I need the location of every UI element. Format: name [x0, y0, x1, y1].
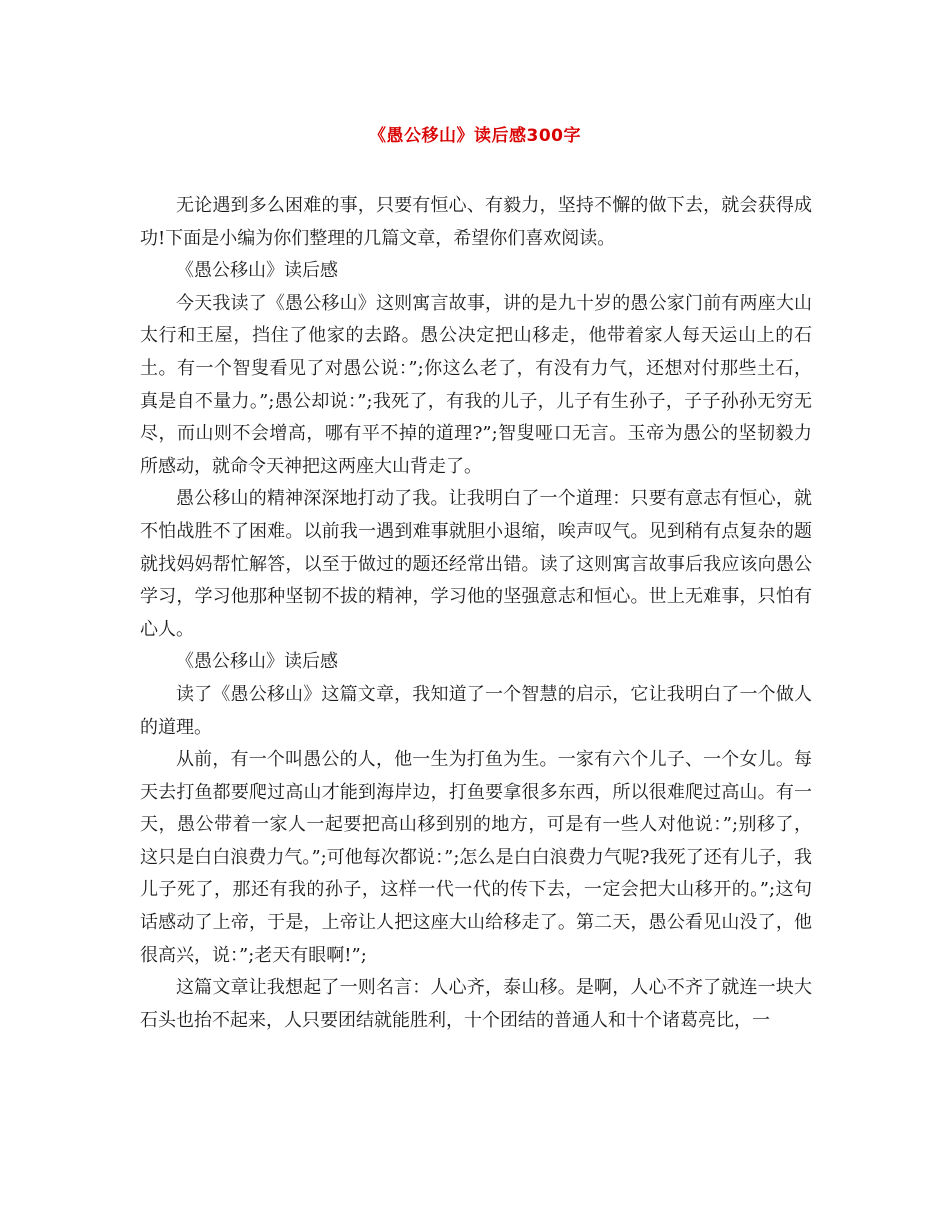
body-paragraph: 今天我读了《愚公移山》这则寓言故事，讲的是九十岁的愚公家门前有两座大山太行和王屋，挡住了他家的去路。愚公决定把山移走，他带着家人每天运山上的石土。有一个智叟看见了对愚公说：”;你这么老了，有没有力气，还想对付那些土石，真是自不量力。”;愚公却说：”;我死了，有我的儿子，儿子有生孙子，子子孙孙无穷无尽，而山则不会增高，哪有平不掉的道理?”;智叟哑口无言。玉帝为愚公的坚韧毅力所感动，就命令天神把这两座大山背走了。: [140, 292, 812, 477]
document-body: [140, 190, 812, 1037]
body-paragraph: 读了《愚公移山》这篇文章，我知道了一个智慧的启示，它让我明白了一个做人的道理。: [140, 683, 812, 738]
body-paragraph: 愚公移山的精神深深地打动了我。让我明白了一个道理：只要有意志有恒心，就不怕战胜不了困难。以前我一遇到难事就胆小退缩，唉声叹气。见到稍有点复杂的题就找妈妈帮忙解答，以至于做过的题还经常出错。读了这则寓言故事后我应该向愚公学习，学习他那种坚韧不拔的精神，学习他的坚强意志和恒心。世上无难事，只怕有心人。: [140, 488, 812, 640]
section-heading-2: 《愚公移山》读后感: [176, 651, 338, 673]
body-paragraph: 这篇文章让我想起了一则名言：人心齐，泰山移。是啊，人心不齐了就连一块大石头也抬不起来，人只要团结就能胜利，十个团结的普通人和十个诸葛亮比，一: [140, 977, 812, 1031]
body-paragraph: 从前，有一个叫愚公的人，他一生为打鱼为生。一家有六个儿子、一个女儿。每天去打鱼都要爬过高山才能到海岸边，打鱼要拿很多东西，所以很难爬过高山。有一天，愚公带着一家人一起要把高山移到别的地方，可是有一些人对他说：”;别移了，这只是白白浪费力气。”;可他每次都说：”;怎么是白白浪费力气呢?我死了还有儿子，我儿子死了，那还有我的孙子，这样一代一代的传下去，一定会把大山移开的。”;这句话感动了上帝，于是，上帝让人把这座大山给移走了。第二天，愚公看见山没了，他很高兴，说：”;老天有眼啊!”;: [140, 749, 812, 966]
section-heading-1: 《愚公移山》读后感: [176, 260, 338, 282]
intro-paragraph: 无论遇到多么困难的事，只要有恒心、有毅力，坚持不懈的做下去，就会获得成功!下面是小编为你们整理的几篇文章，希望你们喜欢阅读。: [140, 195, 812, 249]
document-title: 《愚公移山》读后感300字: [369, 126, 581, 146]
